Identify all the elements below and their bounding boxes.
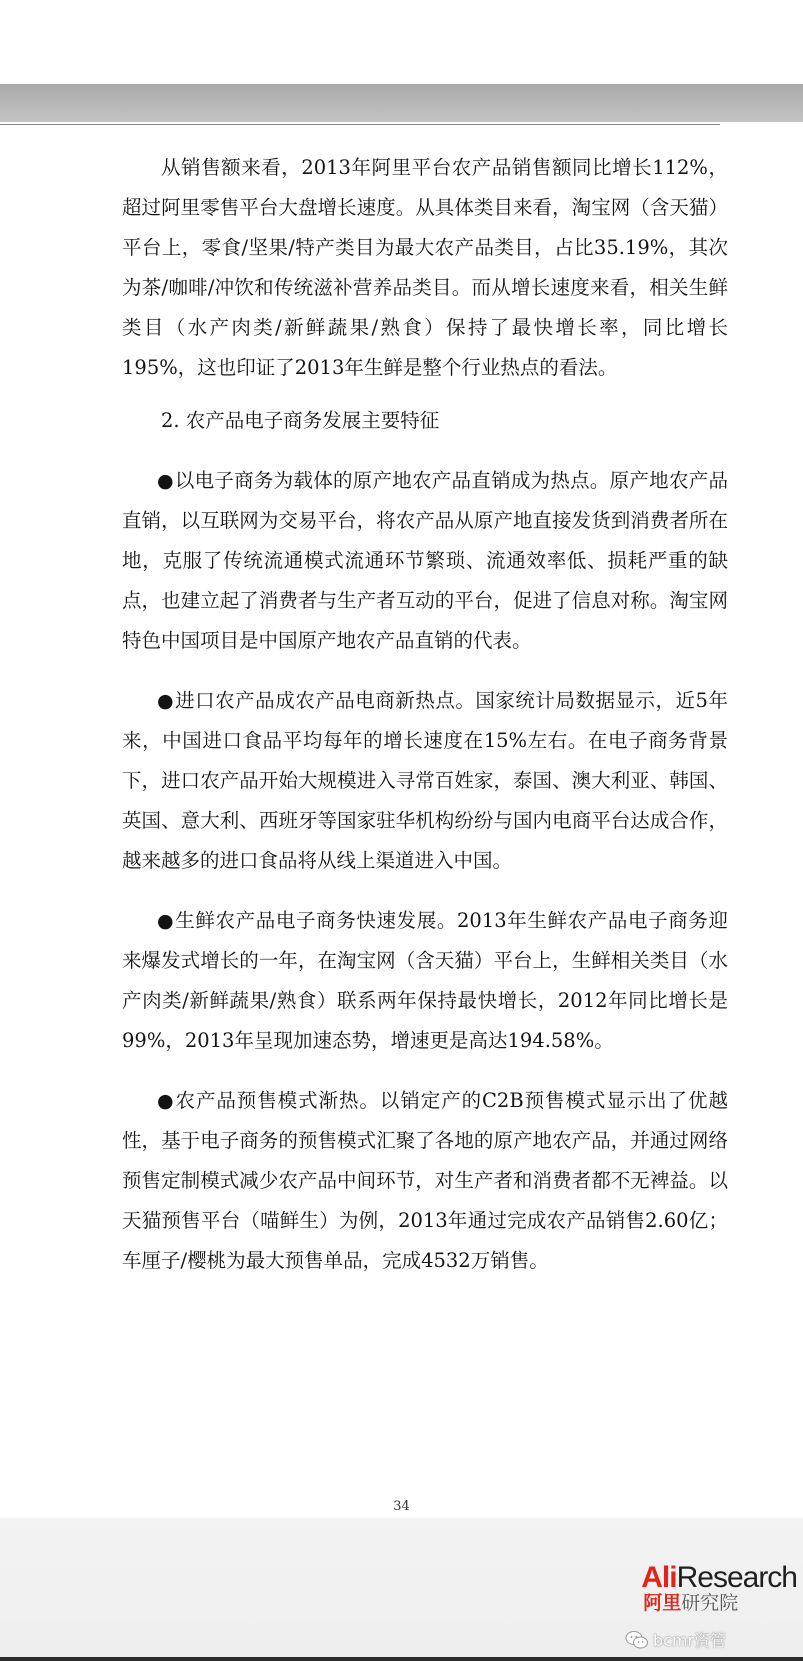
logo-wordmark: [641, 1562, 797, 1594]
bullet-icon: ●: [157, 470, 174, 492]
bullet-fresh-produce: [122, 901, 728, 1061]
logo-research: Research: [676, 1561, 797, 1594]
bullet-icon: ●: [157, 1090, 175, 1112]
logo-sub-ali: 阿里: [643, 1593, 682, 1614]
bullet-presale-model: [122, 1081, 728, 1281]
bullet-imported-products: [122, 681, 728, 881]
aliresearch-logo: [641, 1562, 797, 1614]
watermark: [625, 1628, 726, 1651]
logo-ali: Ali: [641, 1561, 677, 1594]
bullet-text: 以电子商务为载体的原产地农产品直销成为热点。原产地农产品直销，以互联网为交易平台，将农产品从原产地直接发货到消费者所在地，克服了传统流通模式流通环节繁琐、流通效率低、损耗严重的缺点，也建立起了消费者与生产者互动的平台，促进了信息对称。淘宝网特色中国项目是中国原产地农产品直销的代表。: [122, 469, 728, 652]
bullet-text: 农产品预售模式渐热。以销定产的C2B预售模式显示出了优越性，基于电子商务的预售模式汇聚了各地的原产地农产品，并通过网络预售定制模式减少农产品中间环节，对生产者和消费者都不无裨益。以天猫预售平台（喵鲜生）为例，2013年通过完成农产品销售2.60亿；车厘子/樱桃为最大预售单品，完成4532万销售。: [122, 1089, 728, 1272]
watermark-text: bcmr资管: [653, 1631, 727, 1650]
logo-subtitle: [643, 1594, 797, 1614]
wechat-icon: [625, 1630, 649, 1650]
section-heading: 2. 农产品电子商务发展主要特征: [161, 409, 440, 432]
bullet-icon: ●: [157, 690, 175, 712]
bullet-origin-direct-sales: [122, 461, 728, 661]
bullet-text: 生鲜农产品电子商务快速发展。2013年生鲜农产品电子商务迎来爆发式增长的一年，在淘宝网（含天猫）平台上，生鲜相关类目（水产肉类/新鲜蔬果/熟食）联系两年保持最快增长，2012年同比增长是99%，2013年呈现加速态势，增速更是高达194.58%。: [122, 909, 728, 1052]
bullet-text: 进口农产品成农产品电商新热点。国家统计局数据显示，近5年来，中国进口食品平均每年的增长速度在15%左右。在电子商务背景下，进口农产品开始大规模进入寻常百姓家，泰国、澳大利亚、韩国、英国、意大利、西班牙等国家驻华机构纷纷与国内电商平台达成合作，越来越多的进口食品将从线上渠道进入中国。: [122, 689, 728, 872]
footer-bottom-line: [0, 1657, 803, 1661]
header-band: [0, 84, 803, 122]
page-number: 34: [393, 1499, 410, 1514]
paragraph-sales-overview: 从销售额来看，2013年阿里平台农产品销售额同比增长112%，超过阿里零售平台大盘增长速度。从具体类目来看，淘宝网（含天猫）平台上，零食/坚果/特产类目为最大农产品类目，占比35.19%，其次为茶/咖啡/冲饮和传统滋补营养品类目。而从增长速度来看，相关生鲜类目（水产肉类/新鲜蔬果/熟食）保持了最快增长率，同比增长195%，这也印证了2013年生鲜是整个行业热点的看法。: [122, 156, 728, 379]
page-content: [122, 148, 728, 1281]
header-rule: [0, 124, 720, 125]
bullet-icon: ●: [157, 910, 175, 932]
logo-sub-institute: 研究院: [681, 1593, 739, 1614]
